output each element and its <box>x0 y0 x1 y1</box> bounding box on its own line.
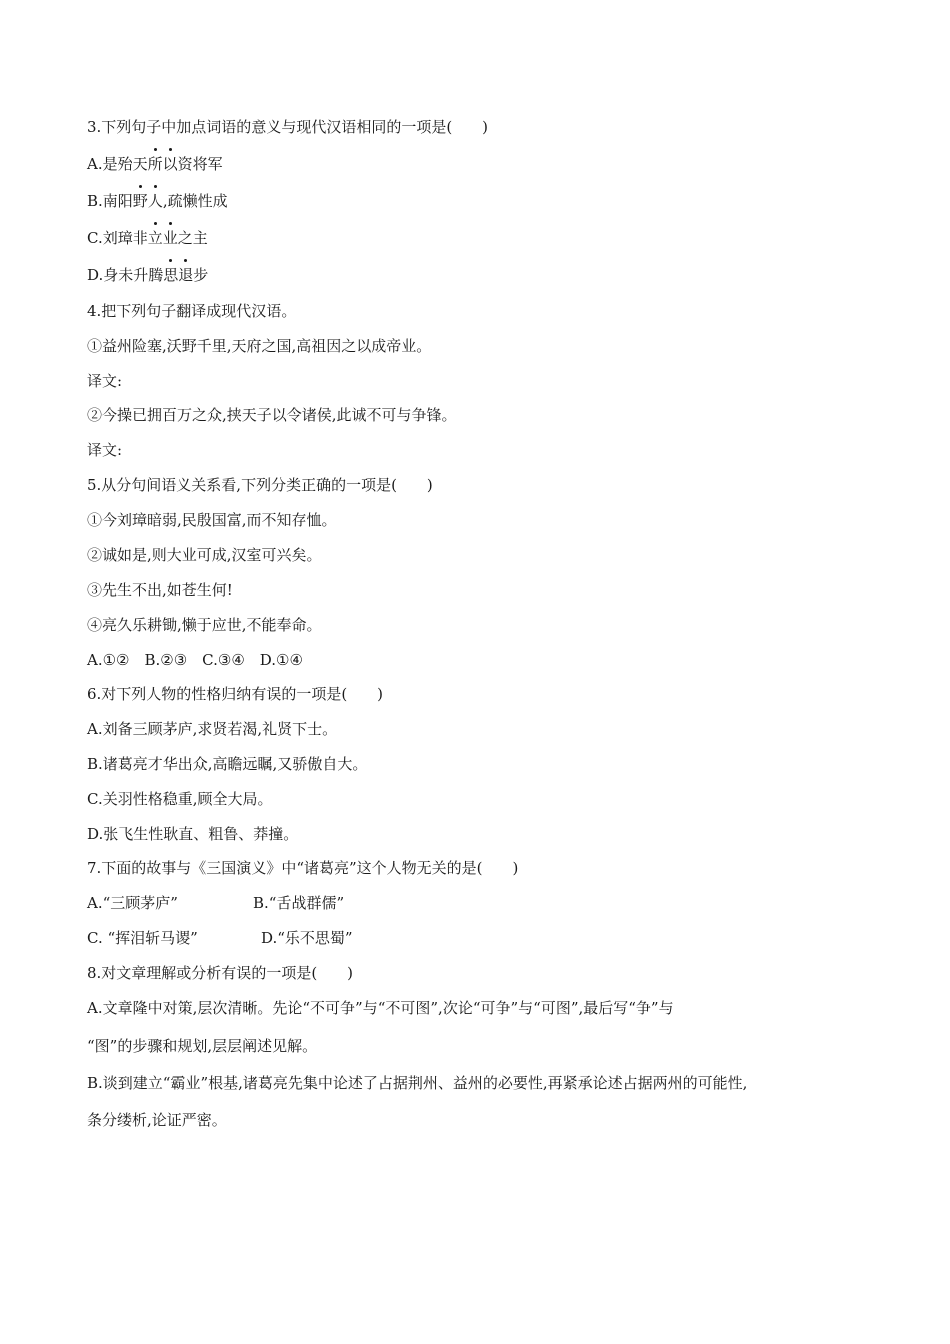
question-7-stem: 7.下面的故事与《三国演义》中“诸葛亮”这个人物无关的是( ) <box>87 859 519 877</box>
question-3-option-b <box>87 191 870 211</box>
question-3-option-d <box>87 265 870 285</box>
question-5-stem: 5.从分句间语义关系看,下列分类正确的一项是( ) <box>87 476 433 494</box>
question-4-sentence-1: ①益州险塞,沃野千里,天府之国,高祖因之以成帝业。 <box>87 337 432 355</box>
question-4-stem: 4.把下列句子翻译成现代汉语。 <box>87 302 297 320</box>
question-5-options: A.①② B.②③ C.③④ D.①④ <box>87 651 303 669</box>
question-5-sentence-4: ④亮久乐耕锄,懒于应世,不能奉命。 <box>87 616 322 634</box>
option-text: C.刘璋非 <box>87 229 148 247</box>
question-6-option-c: C.关羽性格稳重,顾全大局。 <box>87 790 273 808</box>
dotted-char: 业 <box>162 229 178 247</box>
question-3-option-c <box>87 228 870 248</box>
option-text: ,疏懒性成 <box>162 192 228 210</box>
option-text: 之主 <box>177 229 208 247</box>
question-4-translation-label-2: 译文: <box>87 441 123 459</box>
question-3-stem: 3.下列句子中加点词语的意义与现代汉语相同的一项是( ) <box>87 118 489 136</box>
dotted-char: 以 <box>162 155 178 173</box>
question-6-option-a: A.刘备三顾茅庐,求贤若渴,礼贤下士。 <box>87 720 338 738</box>
question-4-translation-label-1: 译文: <box>87 372 123 390</box>
dotted-char: 退 <box>178 266 194 284</box>
question-5-sentence-1: ①今刘璋暗弱,民殷国富,而不知存恤。 <box>87 511 337 529</box>
question-7-option-a: A.“三顾茅庐” <box>87 894 178 912</box>
option-text: A.是殆天 <box>87 155 148 173</box>
dotted-char: 人 <box>147 192 163 210</box>
question-5-sentence-2: ②诚如是,则大业可成,汉室可兴矣。 <box>87 546 322 564</box>
dotted-char: 野 <box>132 192 148 210</box>
question-8-option-a-line-2: “图”的步骤和规划,层层阐述见解。 <box>87 1037 318 1055</box>
option-text: 步 <box>193 266 209 284</box>
option-text: B.南阳 <box>87 192 133 210</box>
question-7-options-row-1 <box>87 893 870 913</box>
dotted-char: 立 <box>147 229 163 247</box>
question-5-sentence-3: ③先生不出,如苍生何! <box>87 581 233 599</box>
question-8-option-b-line-1: B.谈到建立“霸业”根基,诸葛亮先集中论述了占据荆州、益州的必要性,再紧承论述占据两州的可能性, <box>87 1074 748 1092</box>
question-3-option-a <box>87 154 870 174</box>
dotted-char: 所 <box>147 155 163 173</box>
question-8-stem: 8.对文章理解或分析有误的一项是( ) <box>87 964 354 982</box>
question-7-options-row-2 <box>87 928 870 948</box>
question-7-option-b: B.“舌战群儒” <box>253 894 345 912</box>
question-8-option-a-line-1: A.文章隆中对策,层次清晰。先论“不可争”与“不可图”,次论“可争”与“可图”,最后写“争”与 <box>87 999 674 1017</box>
question-7-option-c: C. “挥泪斩马谡” <box>87 929 198 947</box>
question-6-stem: 6.对下列人物的性格归纳有误的一项是( ) <box>87 685 384 703</box>
dotted-char: 思 <box>163 266 179 284</box>
question-8-option-b-line-2: 条分缕析,论证严密。 <box>87 1111 227 1129</box>
question-6-option-b: B.诸葛亮才华出众,高瞻远瞩,又骄傲自大。 <box>87 755 368 773</box>
question-7-option-d: D.“乐不思蜀” <box>261 929 353 947</box>
question-4-sentence-2: ②今操已拥百万之众,挟天子以令诸侯,此诚不可与争锋。 <box>87 406 457 424</box>
option-text: D.身未升腾 <box>87 266 164 284</box>
question-6-option-d: D.张飞生性耿直、粗鲁、莽撞。 <box>87 825 299 843</box>
option-text: 资将军 <box>177 155 223 173</box>
